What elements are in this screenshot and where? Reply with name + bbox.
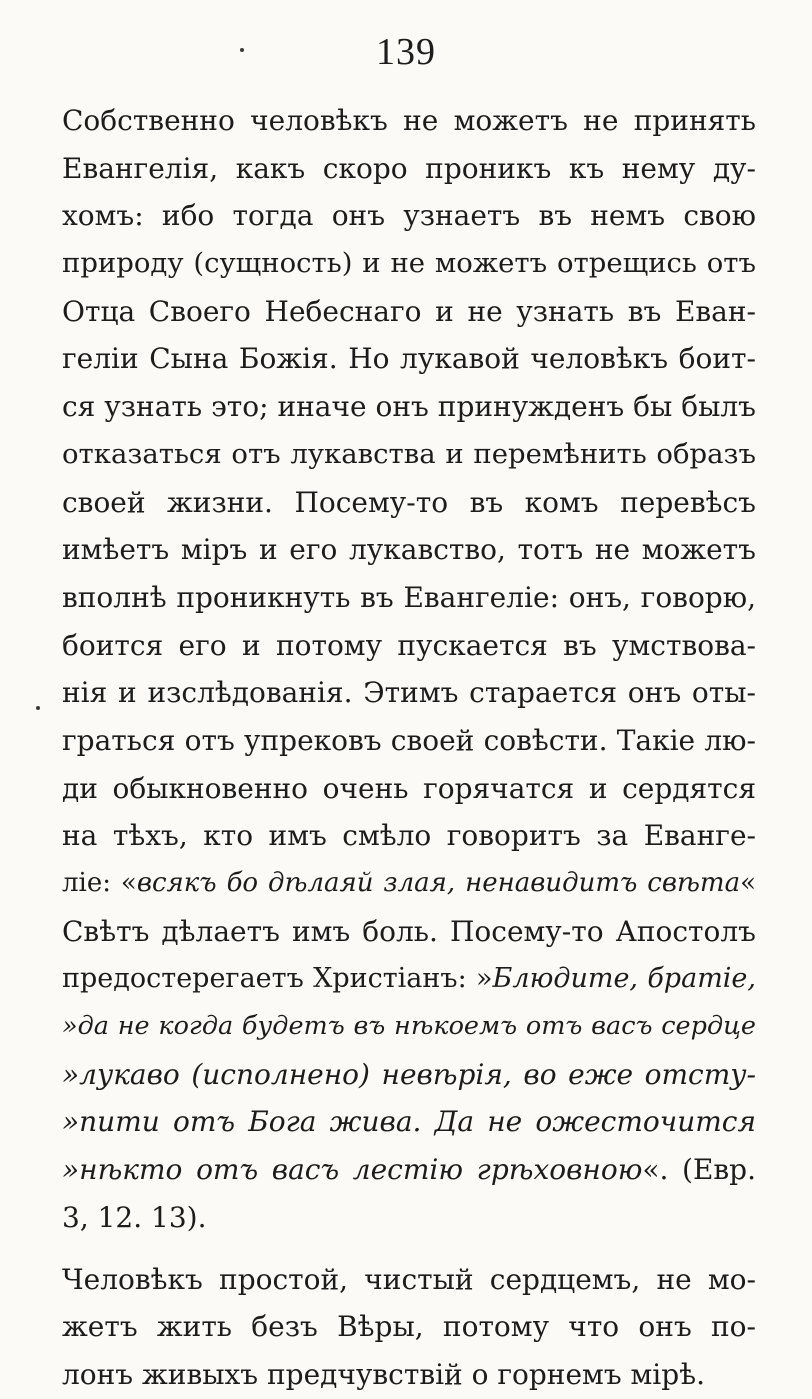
paragraph-1 (62, 97, 756, 1242)
text-segment: жетъ жить безъ Вѣры, потому что онъ по- (62, 1310, 756, 1344)
text-line (62, 669, 756, 717)
text-line (62, 1194, 756, 1242)
text-line (62, 860, 756, 908)
text-segment: боится его и потому пускается въ умствова- (62, 628, 756, 662)
text-segment: « (740, 868, 756, 898)
text-line (62, 955, 756, 1003)
print-speck (240, 48, 244, 52)
text-line (62, 1146, 756, 1194)
text-segment: на тѣхъ, кто имъ смѣло говоритъ за Еванге- (62, 819, 756, 853)
text-segment: отказаться отъ лукавства и перемѣнить образъ (62, 437, 756, 470)
text-line (62, 765, 756, 813)
quoted-text: всякъ бо дѣлаяй злая, ненавидитъ свѣта (136, 868, 741, 898)
text-segment: ся узнать это; иначе онъ принужденъ бы былъ (62, 390, 756, 424)
text-segment: геліи Сына Божія. Но лукавой человѣкъ боит- (62, 342, 756, 376)
text-line (62, 574, 756, 622)
body-text (62, 97, 756, 1399)
page-number: 139 (376, 31, 436, 73)
text-line (62, 1003, 756, 1051)
text-segment: ди обыкновенно очень горячатся и сердятся (62, 771, 756, 805)
text-line (62, 1351, 756, 1399)
text-line (62, 479, 756, 527)
text-segment: природу (сущность) и не можетъ отрещись отъ (62, 247, 756, 280)
text-line (62, 192, 756, 240)
text-segment: ліе: « (62, 868, 137, 898)
text-segment: своей жизни. Посему-то въ комъ перевѣсъ (62, 485, 756, 519)
text-segment: граться отъ упрековъ своей совѣсти. Такіе лю- (62, 723, 756, 757)
quoted-text: »пити отъ Бога жива. Да не ожесточится (62, 1105, 756, 1139)
text-line (62, 431, 756, 479)
quoted-text: »лукаво (исполнено) невѣрія, во еже отсту- (62, 1057, 756, 1091)
text-segment: нія и изслѣдованія. Этимъ старается онъ оты- (62, 676, 756, 710)
text-line (62, 717, 756, 765)
text-segment: Человѣкъ простой, чистый сердцемъ, не мо- (62, 1262, 756, 1296)
text-segment: предостерегаетъ Христіанъ: » (62, 963, 493, 995)
text-line (62, 145, 756, 193)
text-line (62, 1256, 756, 1304)
text-line (62, 908, 756, 956)
print-speck (36, 706, 40, 710)
text-line (62, 1051, 756, 1099)
text-segment: Отца Своего Небеснаго и не узнать въ Еван- (62, 294, 756, 328)
text-line (62, 288, 756, 336)
text-line (62, 97, 756, 145)
text-segment: хомъ: ибо тогда онъ узнаетъ въ немъ свою (62, 199, 756, 233)
text-line (62, 383, 756, 431)
text-line (62, 812, 756, 860)
text-segment: имѣетъ міръ и его лукавство, тотъ не можетъ (62, 533, 756, 567)
text-line (62, 240, 756, 288)
text-line (62, 1098, 756, 1146)
text-segment: Евангелія, какъ скоро проникъ къ нему ду- (62, 151, 756, 185)
text-line (62, 526, 756, 574)
quoted-text: Блюдите, братіе, (492, 963, 756, 995)
text-segment: Собственно человѣкъ не можетъ не принять (62, 104, 756, 137)
text-segment: Свѣтъ дѣлаетъ имъ боль. Посему-то Апостолъ (62, 914, 756, 948)
text-line (62, 1303, 756, 1351)
text-segment: вполнѣ проникнуть въ Евангеліе: онъ, говорю, (62, 580, 756, 614)
text-segment: «. (Евр. (642, 1153, 756, 1187)
text-segment: 3, 12. 13). (62, 1200, 207, 1234)
quoted-text: »нѣкто отъ васъ лестію грѣховною (62, 1153, 643, 1187)
paragraph-2 (62, 1256, 756, 1399)
text-line (62, 622, 756, 670)
quoted-text: »да не когда будетъ въ нѣкоемъ отъ васъ сердце (62, 1011, 756, 1042)
text-line (62, 335, 756, 383)
text-segment: лонъ живыхъ предчувствій о горнемъ мірѣ. (62, 1357, 705, 1391)
